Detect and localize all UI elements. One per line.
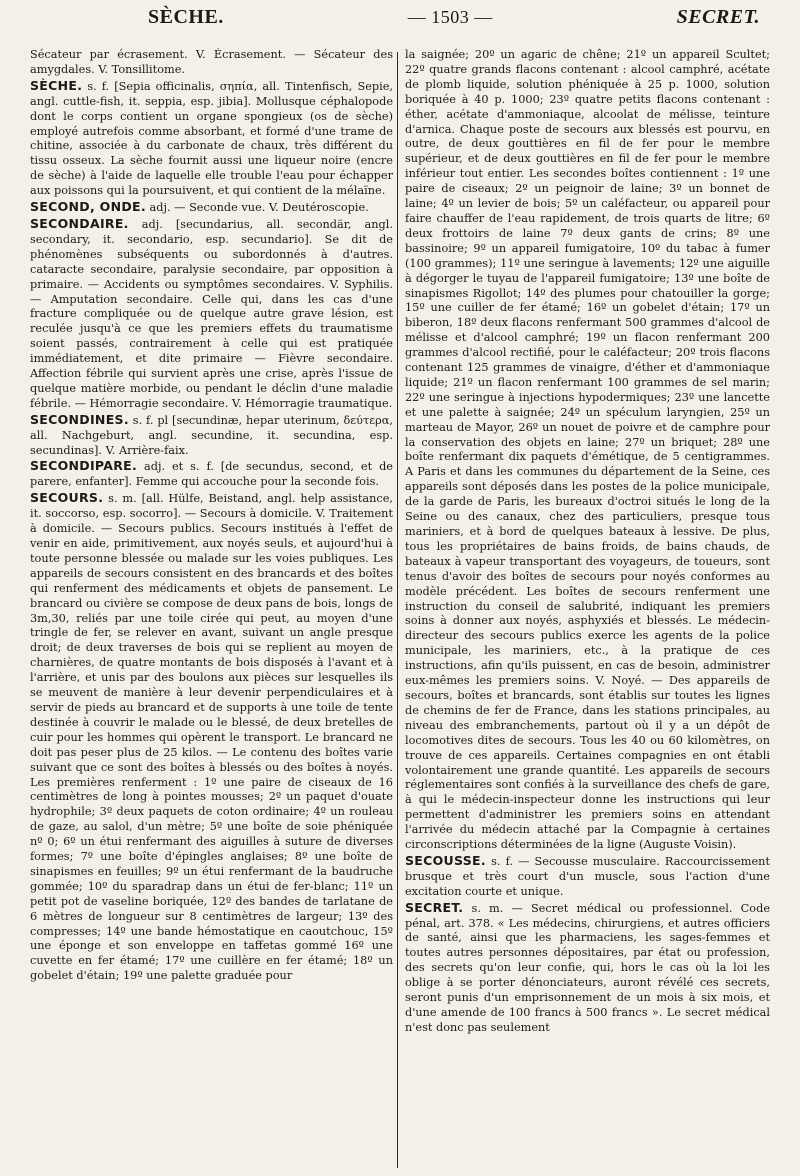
header-right-word: SECRET. (676, 6, 760, 28)
entry-second (30, 200, 393, 216)
headword-secousse: SECOUSSE. (405, 852, 486, 868)
definition-seche: s. f. [Sepia officinalis, σηπία, all. Tintenfisch, Sepie, angl. cuttle-fish, it. seppia, esp. jibia]. Mollusque céphalopode dont le corps contient un organe spongieux (os de sèche) employé autrefois comme absorbant, et formé d'une trame de chitine, associée à du carbonate de chaux, très différent du tissu osseux. La sèche fournit aussi une liqueur noire (encre de sèche) à l'aide de laquelle elle trouble l'eau pour échapper aux poissons qui la poursuivent, et qui contient de la mélaïne. (30, 79, 393, 198)
column-divider (397, 52, 398, 1168)
entry-secousse (405, 854, 770, 900)
definition-secondaire: adj. [secundarius, all. secondär, angl. secondary, it. secondario, esp. secundario]. Se dit de phénomènes subséquents ou subordonnés à d'autres. cataracte secondaire, paralysie secondaire, par opposition à primaire. — Accidents ou symptômes secondaires. V. Syphilis. — Amputation secondaire. Celle qui, dans les cas d'une fracture compliquée ou de quelque autre grave lésion, est reculée jusqu'à ce que les premiers effets du traumatisme soient passés, contrairement à celle qui est pratiquée immédiatement, et dite primaire — Fièvre secondaire. Affection fébrile qui survient après une crise, après l'issue de quelque matière morbide, ou pendant le déclin d'une maladie fébrile. — Hémorragie secondaire. V. Hémorragie traumatique. (30, 217, 393, 410)
entry-secateur-continuation: Sécateur par écrasement. V. Écrasement. — Sécateur des amygdales. V. Tonsillitome. (30, 48, 393, 76)
running-header (28, 6, 772, 36)
definition-secret: s. m. — Secret médical ou professionnel. Code pénal, art. 378. « Les médecins, chirurgiens, et autres officiers de santé, ainsi que les pharmaciens, les sages-femmes et toutes autres personnes dépositaires, par état ou profession, des secrets qu'on leur confie, qui, hors le cas où la loi les oblige à se porter dénonciateurs, auront révélé ces secrets, seront punis d'un emprisonnement de un mois à six mois, et d'une amende de 100 francs à 500 francs ». Le secret médical n'est donc pas seulement (405, 901, 770, 1034)
left-column (30, 48, 393, 1172)
header-left-word: SÈCHE. (148, 6, 224, 28)
headword-secours: SECOURS. (30, 490, 104, 506)
definition-secondines: s. f. pl [secundinæ, hepar uterinum, δεύτερα, all. Nachgeburt, angl. secundine, it. secundina, esp. secundinas]. V. Arrière-faix. (30, 413, 393, 457)
entry-secondipare (30, 459, 393, 490)
entry-seche (30, 79, 393, 199)
definition-secours: s. m. [all. Hülfe, Beistand, angl. help assistance, it. soccorso, esp. socorro]. — Secours à domicile. V. Traitement à domicile. — Secours publics. Secours institués à l'effet de venir en aide, primitivement, aux noyés seuls, et aujourd'hui à toute personne blessée ou malade sur les voies publiques. Les appareils de secours consistent en des brancards et des boîtes qui renferment des médicaments et objets de pansement. Le brancard ou civière se compose de deux pans de bois, longs de 3m,30, reliés par une toile cirée qui peut, au moyen d'une tringle de fer, se relever en avant, suivant un angle presque droit; de deux traverses de bois qui se replient au moyen de charnières, de quatre montants de bois disposés à l'avant et à l'arrière, et unis par des boulons aux pièces sur lesquelles ils se meuvent de manière à leur devenir perpendiculaires et à servir de pieds au brancard et de supports à une toile de tente destinée à couvrir le malade ou le blessé, de deux bretelles de cuir pour les hommes qui opèrent le transport. Le brancard ne doit pas peser plus de 25 kilos. — Le contenu des boîtes varie suivant que ce sont des boîtes à blessés ou des boîtes à noyés. Les premières renferment : 1º une paire de ciseaux de 16 centimètres de long à pointes mousses; 2º un paquet d'ouate hydrophile; 3º deux paquets de coton ordinaire; 4º un rouleau de gaze, au salol, d'un mètre; 5º une boîte de soie phéniquée nº 0; 6º un étui renfermant des aiguilles à suture de diverses formes; 7º une boîte d'épingles anglaises; 8º une boîte de sinapismes en feuilles; 9º un étui renfermant de la baudruche gommée; 10º du sparadrap dans un étui de fer-blanc; 11º un petit pot de vaseline boriquée, 12º des bandes de tarlatane de 6 mètres de longueur sur 8 centimètres de largeur; 13º des compresses; 14º une bande hémostatique en caoutchouc, 15º une éponge et son enveloppe en taffetas gommé 16º une cuvette en fer étamé; 17º une cuillère en fer étamé; 18º un gobelet d'étain; 19º une palette graduée pour (30, 492, 393, 983)
headword-second: SECOND, ONDE. (30, 199, 146, 215)
right-column (405, 48, 770, 1172)
entry-secours (30, 491, 393, 984)
headword-secondines: SECONDINES. (30, 411, 129, 427)
entry-secours-continuation: la saignée; 20º un agaric de chêne; 21º un appareil Scultet; 22º quatre grands flacons contenant : alcool camphré, acétate de plomb liquide, solution phéniquée à 25 p. 1000, solution boriquée à 40 p. 1000; 23º quatre petits flacons contenant : éther, acétate d'ammoniaque, alcoolat de mélisse, teinture d'arnica. Chaque poste de secours aux blessés est pourvu, en outre, de deux gouttières en fil de fer pour le membre supérieur, et de deux gouttières en fil de fer pour le membre inférieur tout entier. Les secondes boîtes contiennent : 1º une paire de ciseaux; 2º un peignoir de laine; 3º un bonnet de laine; 4º un levier de bois; 5º un caléfacteur, ou appareil pour faire chauffer de l'eau rapidement, de trois quarts de litre; 6º deux frottoirs de laine 7º deux gants de crins; 8º une bassinoire; 9º un appareil fumigatoire, 10º du tabac à fumer (100 grammes); 11º une seringue à lavements; 12º une aiguille à dégorger le tuyau de l'appareil fumigatoire; 13º une boîte de sinapismes Rigollot; 14º des plumes pour chatouiller la gorge; 15º une cuiller de fer étamé; 16º un gobelet d'étain; 17º un biberon, 18º deux flacons renfermant 500 grammes d'alcool de mélisse et d'alcool camphré; 19º un flacon renfermant 200 grammes d'alcool rectifié, pour le caléfacteur; 20º trois flacons contenant 125 grammes de vinaigre, d'éther et d'ammoniaque liquide; 21º un flacon renfermant 100 grammes de sel marin; 22º une seringue à injections hypodermiques; 23º une lancette et une palette à saignée; 24º un spéculum laryngien, 25º un marteau de Mayor, 26º un nouet de poivre et de camphre pour la conservation des objets en laine; 27º un briquet; 28º une boîte renfermant dix paquets d'émétique, de 5 centigrammes. A Paris et dans les communes du département de la Seine, ces appareils sont déposés dans les postes de la police municipale, de la garde de Paris, les bureaux d'octroi situés le long de la Seine ou des canaux, chez des particuliers, presque tous mariniers, et à bord de quelques bateaux à lessive. De plus, tous les propriétaires de bains froids, de bains chauds, de bateaux à vapeur transportant des voyageurs, de toueurs, sont tenus d'avoir des boîtes de secours pour noyés conformes au modèle précédent. Les boîtes de secours renferment une instruction du conseil de salubrité, indiquant les premiers soins à donner aux noyés, asphyxiés et blessés. Le médecin-directeur des secours publics exerce les agents de la police municipale, les mariniers, etc., à la pratique de ces instructions, afin qu'ils puissent, en cas de besoin, administrer eux-mêmes les premiers soins. V. Noyé. — Des appareils de secours, boîtes et brancards, sont établis sur toutes les lignes de chemins de fer de France, dans les stations principales, au niveau des embranchements, partout où il y a un dépôt de locomotives dites de secours. Tous les 40 ou 60 kilomètres, on trouve de ces appareils. Certaines compagnies en ont établi volontairement une grande quantité. Les appareils de secours réglementaires sont confiés à la surveillance des chefs de gare, à qui le médecin-inspecteur donne les instructions qui leur permettent d'administrer les premiers soins en attendant l'arrivée du médecin attaché par la Compagnie à certaines circonscriptions déterminées de la ligne (Auguste Voisin). (405, 48, 770, 852)
entry-secret (405, 901, 770, 1036)
definition-secondipare: adj. et s. f. [de secundus, second, et de parere, enfanter]. Femme qui accouche pour la seconde fois. (30, 460, 393, 489)
page-number: — 1503 — (407, 7, 493, 27)
entry-secondines (30, 413, 393, 459)
headword-secondaire: SECONDAIRE. (30, 215, 129, 231)
headword-secret: SECRET. (405, 899, 464, 915)
definition-second: adj. — Seconde vue. V. Deutéroscopie. (149, 201, 369, 215)
entry-secondaire (30, 217, 393, 412)
headword-seche: SÈCHE. (30, 77, 83, 93)
definition-secousse: s. f. — Secousse musculaire. Raccourcissement brusque et très court d'un muscle, sous l'action d'une excitation courte et unique. (405, 854, 770, 898)
headword-secondipare: SECONDIPARE. (30, 458, 138, 474)
